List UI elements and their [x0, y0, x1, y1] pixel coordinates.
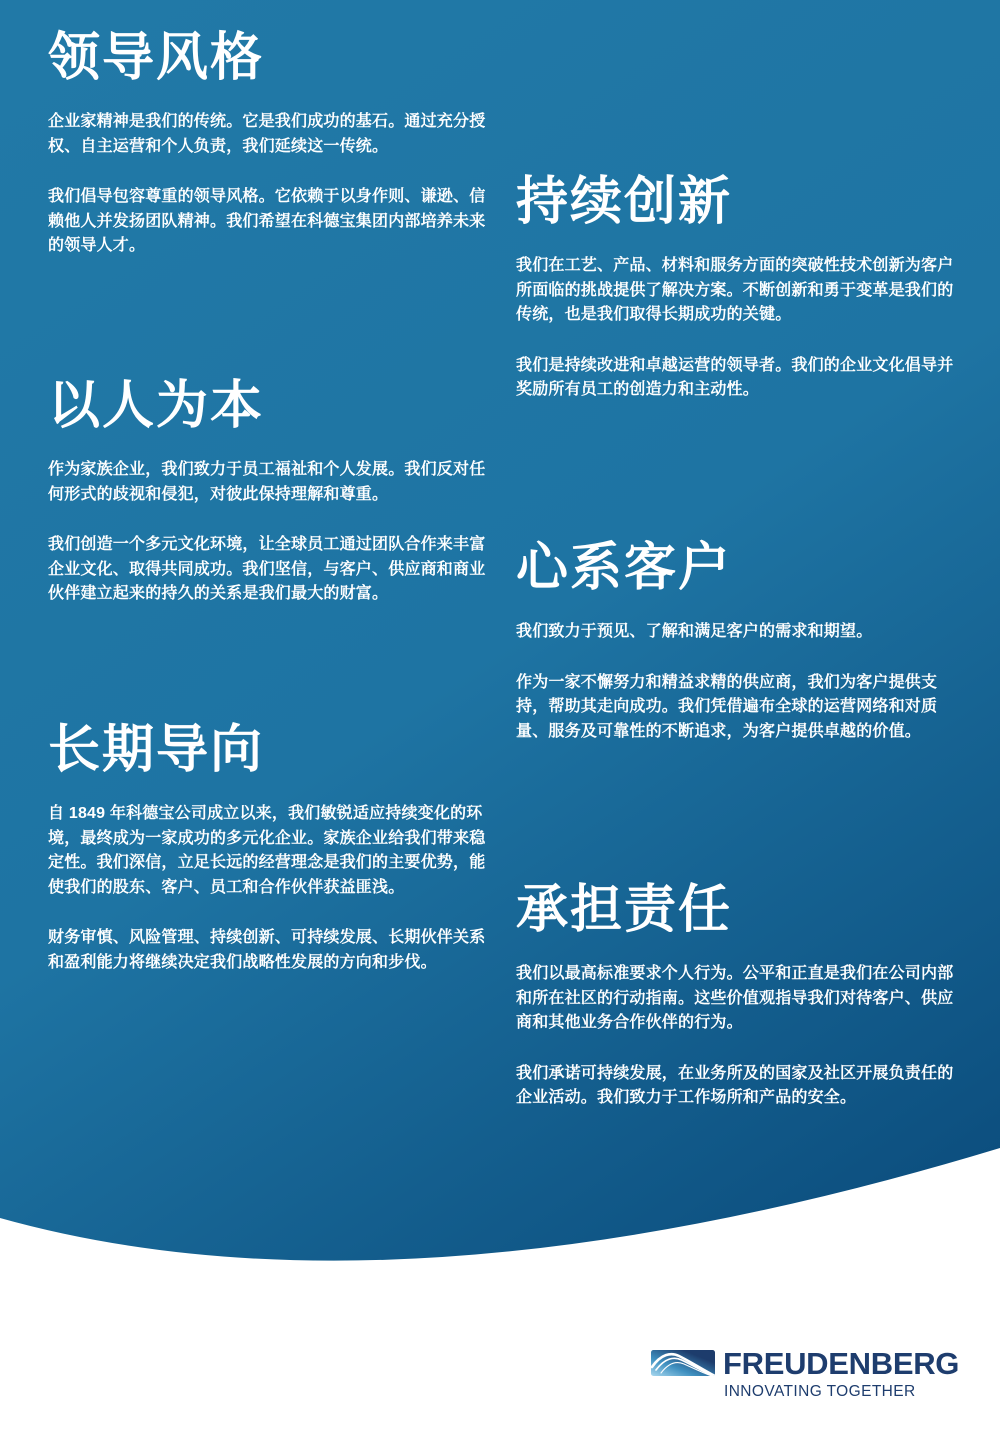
- section-long-term-orientation: [48, 720, 488, 975]
- section-paragraph: 我们以最高标准要求个人行为。公平和正直是我们在公司内部和所在社区的行动指南。这些价值观指导我们对待客户、供应商和其他业务合作伙伴的行为。: [516, 965, 954, 1031]
- section-title: 心系客户: [516, 539, 733, 597]
- section-title: 领导风格: [48, 29, 265, 87]
- section-paragraph: 财务审慎、风险管理、持续创新、可持续发展、长期伙伴关系和盈利能力将继续决定我们战略性发展的方向和步伐。: [48, 929, 486, 971]
- section-responsibility: [516, 880, 968, 1111]
- freudenberg-logo: [651, 1348, 961, 1408]
- section-leadership-style: [48, 28, 488, 259]
- section-title: 持续创新: [516, 173, 733, 231]
- section-paragraph: 我们致力于预见、了解和满足客户的需求和期望。: [516, 623, 873, 640]
- freudenberg-wave-icon: [651, 1350, 715, 1376]
- section-paragraph: 作为一家不懈努力和精益求精的供应商，我们为客户提供支持，帮助其走向成功。我们凭借遍布全球的运营网络和对质量、服务及可靠性的不断追求，为客户提供卓越的价值。: [516, 673, 938, 740]
- section-paragraph: 我们倡导包容尊重的领导风格。它依赖于以身作则、谦逊、信赖他人并发扬团队精神。我们希望在科德宝集团内部培养未来的领导人才。: [48, 188, 486, 254]
- section-paragraph: 自 1849 年科德宝公司成立以来，我们敏锐适应持续变化的环境，最终成为一家成功的多元化企业。家族企业给我们带来稳定性。我们深信，立足长远的经营理念是我们的主要优势，能使我们的股东、客户、员工和合作伙伴获益匪浅。: [48, 805, 486, 896]
- section-paragraph: 我们承诺可持续发展，在业务所及的国家及社区开展负责任的企业活动。我们致力于工作场所和产品的安全。: [516, 1064, 954, 1106]
- section-paragraph: 我们是持续改进和卓越运营的领导者。我们的企业文化倡导并奖励所有员工的创造力和主动性。: [516, 356, 954, 398]
- brand-tagline: INNOVATING TOGETHER: [724, 1383, 916, 1400]
- section-paragraph: 我们创造一个多元文化环境，让全球员工通过团队合作来丰富企业文化、取得共同成功。我们坚信，与客户、供应商和商业伙伴建立起来的持久的关系是我们最大的财富。: [48, 536, 486, 602]
- section-people-first: [48, 376, 488, 607]
- section-title: 承担责任: [516, 881, 733, 939]
- section-paragraph: 我们在工艺、产品、材料和服务方面的突破性技术创新为客户所面临的挑战提供了解决方案。不断创新和勇于变革是我们的传统，也是我们取得长期成功的关键。: [516, 257, 954, 323]
- brand-name: FREUDENBERG: [723, 1346, 960, 1381]
- section-paragraph: 企业家精神是我们的传统。它是我们成功的基石。通过充分授权、自主运营和个人负责，我们延续这一传统。: [48, 113, 486, 155]
- section-title: 以人为本: [48, 377, 265, 435]
- section-paragraph: 作为家族企业，我们致力于员工福祉和个人发展。我们反对任何形式的歧视和侵犯，对彼此保持理解和尊重。: [48, 461, 486, 503]
- section-title: 长期导向: [48, 721, 265, 779]
- section-customer-focus: [516, 538, 968, 744]
- section-continuous-innovation: [516, 172, 968, 403]
